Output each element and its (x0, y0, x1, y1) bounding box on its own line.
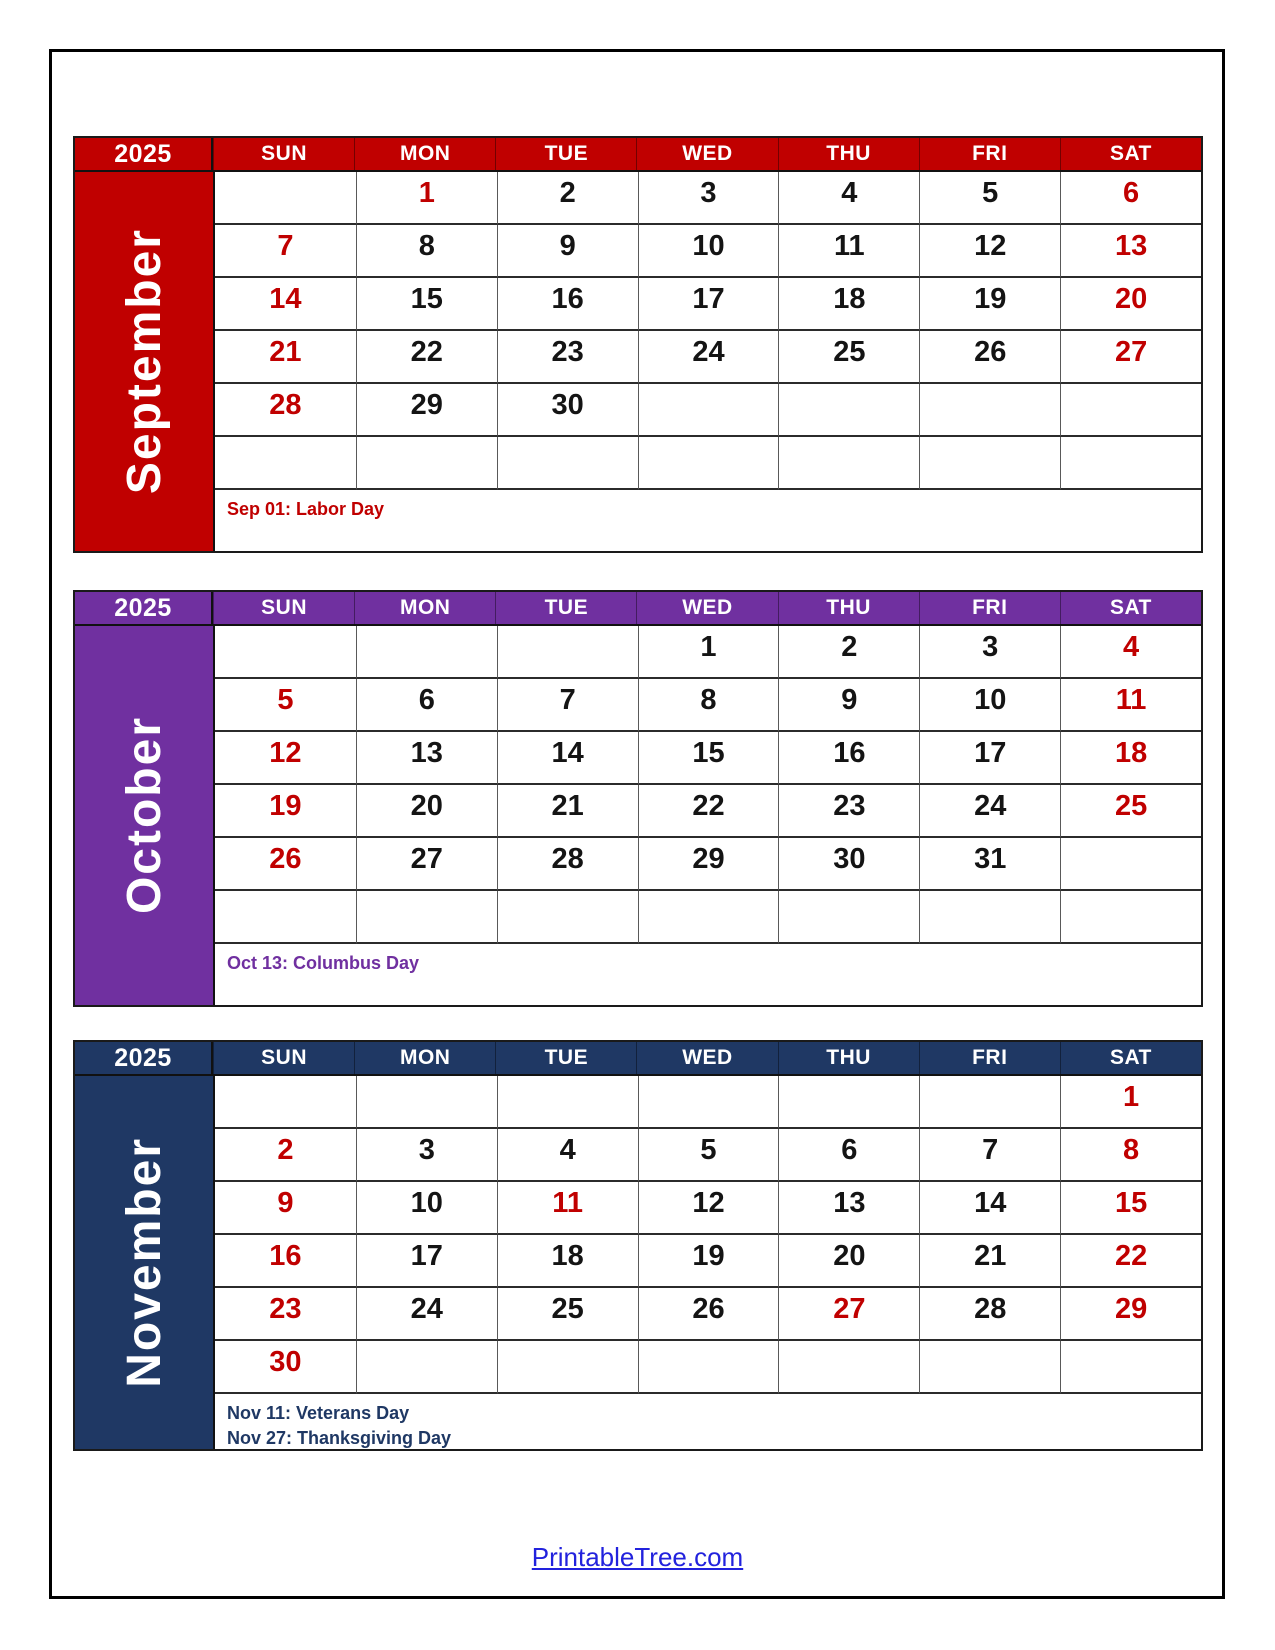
date-cell (778, 437, 919, 490)
date-cell: 25 (778, 331, 919, 384)
month-header-row (75, 138, 1201, 172)
date-cell: 5 (919, 172, 1060, 225)
month-name-panel (75, 1076, 215, 1449)
footer (0, 1542, 1275, 1573)
date-cell: 29 (356, 384, 497, 437)
date-cell: 25 (1060, 785, 1201, 838)
month-header-row (75, 1042, 1201, 1076)
weekday-header-wed: WED (636, 138, 777, 170)
weekday-header-tue: TUE (495, 592, 636, 624)
date-cell: 6 (1060, 172, 1201, 225)
weekday-header-fri: FRI (919, 138, 1060, 170)
date-cell (497, 1341, 638, 1394)
holiday-notes (215, 1394, 1201, 1449)
weekday-header-sat: SAT (1060, 592, 1201, 624)
date-cell: 21 (215, 331, 356, 384)
date-cell: 11 (778, 225, 919, 278)
date-cell: 27 (356, 838, 497, 891)
date-cell: 17 (919, 732, 1060, 785)
dates-grid (215, 626, 1201, 944)
date-cell: 1 (356, 172, 497, 225)
holiday-note: Nov 11: Veterans Day (227, 1403, 410, 1423)
date-cell: 24 (356, 1288, 497, 1341)
date-cell: 6 (356, 679, 497, 732)
date-cell: 24 (638, 331, 779, 384)
date-cell (215, 437, 356, 490)
date-cell (356, 1076, 497, 1129)
month-body (75, 1076, 1201, 1449)
footer-link[interactable]: PrintableTree.com (531, 1542, 744, 1572)
date-cell: 7 (919, 1129, 1060, 1182)
holiday-notes (215, 490, 1201, 551)
month-name-label: October (117, 716, 171, 915)
date-cell (1060, 384, 1201, 437)
weekday-header-tue: TUE (495, 138, 636, 170)
month-name-panel (75, 172, 215, 551)
date-cell (778, 384, 919, 437)
date-cell (356, 1341, 497, 1394)
date-cell: 23 (215, 1288, 356, 1341)
date-cell: 16 (497, 278, 638, 331)
date-cell: 1 (1060, 1076, 1201, 1129)
date-cell: 13 (356, 732, 497, 785)
date-cell: 19 (919, 278, 1060, 331)
date-cell: 30 (215, 1341, 356, 1394)
date-cell (356, 437, 497, 490)
date-cell: 7 (215, 225, 356, 278)
date-cell: 20 (1060, 278, 1201, 331)
date-cell: 21 (497, 785, 638, 838)
date-cell: 16 (215, 1235, 356, 1288)
date-cell: 6 (778, 1129, 919, 1182)
date-cell (638, 384, 779, 437)
date-cell: 27 (778, 1288, 919, 1341)
date-cell: 27 (1060, 331, 1201, 384)
month-right-column (215, 626, 1201, 1005)
date-cell: 21 (919, 1235, 1060, 1288)
weekday-header-mon: MON (354, 138, 495, 170)
date-cell: 12 (919, 225, 1060, 278)
date-cell (215, 626, 356, 679)
month-body (75, 626, 1201, 1005)
date-cell (919, 1076, 1060, 1129)
weekday-header-sat: SAT (1060, 1042, 1201, 1074)
weekday-header-thu: THU (778, 592, 919, 624)
date-cell (638, 1341, 779, 1394)
date-cell (638, 1076, 779, 1129)
date-cell (497, 891, 638, 944)
date-cell: 25 (497, 1288, 638, 1341)
date-cell: 14 (497, 732, 638, 785)
date-cell (1060, 1341, 1201, 1394)
date-cell: 28 (497, 838, 638, 891)
weekday-header-thu: THU (778, 1042, 919, 1074)
date-cell: 3 (356, 1129, 497, 1182)
weekday-header-fri: FRI (919, 1042, 1060, 1074)
date-cell (215, 1076, 356, 1129)
year-label: 2025 (75, 592, 213, 624)
holiday-note: Sep 01: Labor Day (227, 499, 385, 519)
month-name-panel (75, 626, 215, 1005)
weekday-header-fri: FRI (919, 592, 1060, 624)
date-cell: 17 (638, 278, 779, 331)
date-cell: 15 (356, 278, 497, 331)
date-cell (215, 891, 356, 944)
date-cell: 18 (1060, 732, 1201, 785)
date-cell (497, 1076, 638, 1129)
date-cell: 8 (638, 679, 779, 732)
holiday-note: Nov 27: Thanksgiving Day (227, 1428, 452, 1448)
date-cell: 26 (215, 838, 356, 891)
date-cell: 30 (497, 384, 638, 437)
date-cell: 22 (356, 331, 497, 384)
weekday-header-wed: WED (636, 1042, 777, 1074)
holiday-note: Oct 13: Columbus Day (227, 953, 420, 973)
date-cell: 16 (778, 732, 919, 785)
date-cell: 20 (778, 1235, 919, 1288)
date-cell: 8 (1060, 1129, 1201, 1182)
date-cell (638, 437, 779, 490)
date-cell (919, 384, 1060, 437)
date-cell: 9 (497, 225, 638, 278)
date-cell: 4 (778, 172, 919, 225)
month-calendar-september (73, 136, 1203, 553)
weekday-header-tue: TUE (495, 1042, 636, 1074)
date-cell (778, 891, 919, 944)
date-cell: 15 (1060, 1182, 1201, 1235)
date-cell: 31 (919, 838, 1060, 891)
month-name-label: September (117, 228, 171, 495)
date-cell (919, 1341, 1060, 1394)
date-cell: 10 (638, 225, 779, 278)
month-right-column (215, 1076, 1201, 1449)
date-cell: 8 (356, 225, 497, 278)
date-cell: 7 (497, 679, 638, 732)
date-cell: 2 (215, 1129, 356, 1182)
date-cell: 28 (215, 384, 356, 437)
date-cell (497, 626, 638, 679)
date-cell: 26 (919, 331, 1060, 384)
date-cell (778, 1341, 919, 1394)
date-cell (215, 172, 356, 225)
date-cell: 13 (778, 1182, 919, 1235)
date-cell: 3 (919, 626, 1060, 679)
weekday-header-wed: WED (636, 592, 777, 624)
weekday-header-mon: MON (354, 592, 495, 624)
holiday-notes (215, 944, 1201, 1005)
dates-grid (215, 172, 1201, 490)
date-cell: 23 (778, 785, 919, 838)
date-cell: 13 (1060, 225, 1201, 278)
year-label: 2025 (75, 138, 213, 170)
date-cell: 26 (638, 1288, 779, 1341)
date-cell: 19 (215, 785, 356, 838)
date-cell: 5 (215, 679, 356, 732)
date-cell (1060, 838, 1201, 891)
date-cell: 11 (497, 1182, 638, 1235)
date-cell: 30 (778, 838, 919, 891)
date-cell: 22 (638, 785, 779, 838)
date-cell: 10 (919, 679, 1060, 732)
date-cell: 9 (215, 1182, 356, 1235)
dates-grid (215, 1076, 1201, 1394)
month-body (75, 172, 1201, 551)
date-cell (1060, 437, 1201, 490)
month-right-column (215, 172, 1201, 551)
weekday-header-mon: MON (354, 1042, 495, 1074)
month-calendar-october (73, 590, 1203, 1007)
year-label: 2025 (75, 1042, 213, 1074)
date-cell: 12 (215, 732, 356, 785)
date-cell: 18 (497, 1235, 638, 1288)
date-cell: 14 (215, 278, 356, 331)
date-cell (497, 437, 638, 490)
date-cell: 2 (778, 626, 919, 679)
date-cell: 5 (638, 1129, 779, 1182)
date-cell (778, 1076, 919, 1129)
date-cell: 14 (919, 1182, 1060, 1235)
date-cell: 9 (778, 679, 919, 732)
date-cell (1060, 891, 1201, 944)
date-cell: 3 (638, 172, 779, 225)
weekday-header-sun: SUN (213, 592, 354, 624)
weekday-header-sun: SUN (213, 1042, 354, 1074)
date-cell: 18 (778, 278, 919, 331)
weekday-header-sun: SUN (213, 138, 354, 170)
weekday-header-thu: THU (778, 138, 919, 170)
date-cell: 11 (1060, 679, 1201, 732)
date-cell: 19 (638, 1235, 779, 1288)
date-cell: 28 (919, 1288, 1060, 1341)
date-cell: 2 (497, 172, 638, 225)
date-cell: 23 (497, 331, 638, 384)
weekday-header-sat: SAT (1060, 138, 1201, 170)
date-cell: 29 (638, 838, 779, 891)
date-cell: 10 (356, 1182, 497, 1235)
month-calendar-november (73, 1040, 1203, 1451)
month-name-label: November (117, 1137, 171, 1388)
date-cell: 12 (638, 1182, 779, 1235)
date-cell: 15 (638, 732, 779, 785)
month-header-row (75, 592, 1201, 626)
date-cell: 29 (1060, 1288, 1201, 1341)
date-cell (919, 891, 1060, 944)
date-cell (356, 891, 497, 944)
date-cell (356, 626, 497, 679)
date-cell: 17 (356, 1235, 497, 1288)
date-cell: 20 (356, 785, 497, 838)
date-cell: 24 (919, 785, 1060, 838)
date-cell: 4 (1060, 626, 1201, 679)
date-cell: 4 (497, 1129, 638, 1182)
date-cell (919, 437, 1060, 490)
date-cell (638, 891, 779, 944)
date-cell: 22 (1060, 1235, 1201, 1288)
date-cell: 1 (638, 626, 779, 679)
